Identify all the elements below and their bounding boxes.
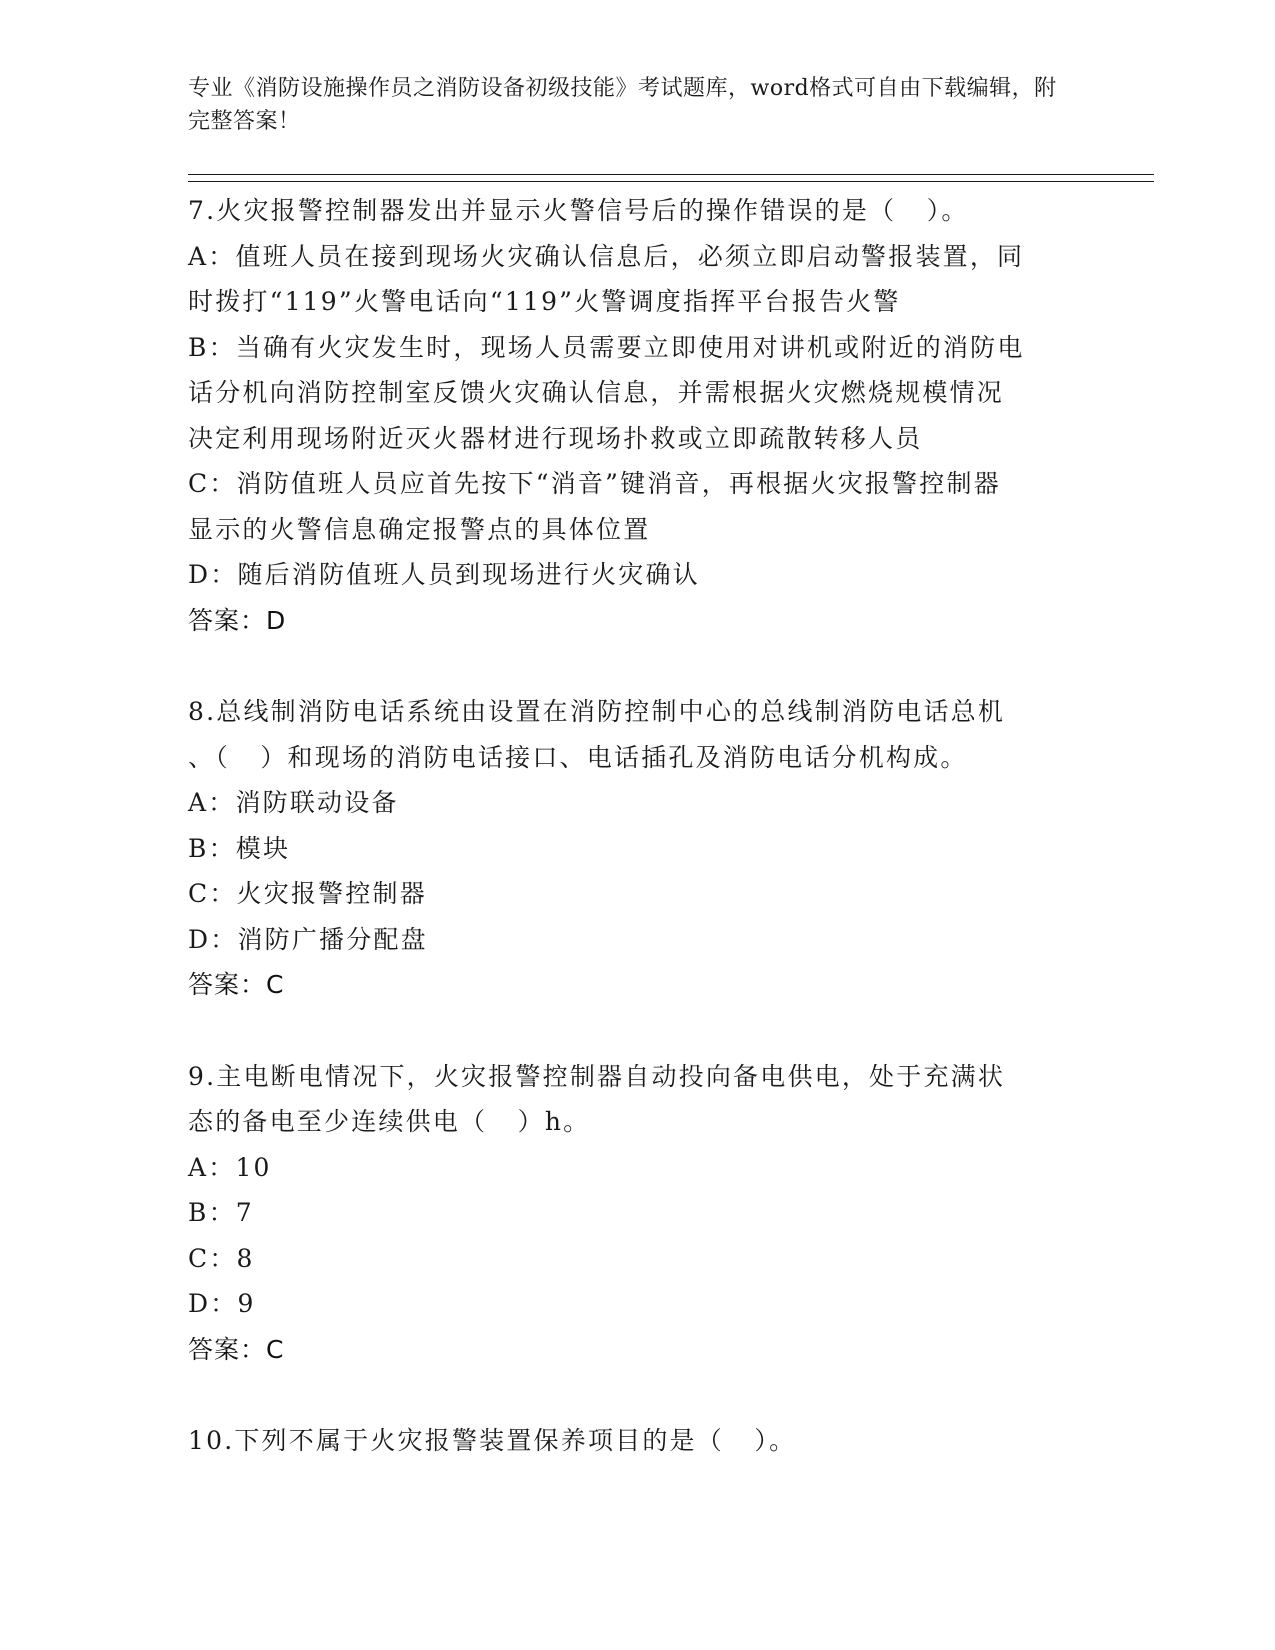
question-8-option-c: C：火灾报警控制器 (188, 879, 427, 908)
document-header: 专业《消防设施操作员之消防设备初级技能》考试题库，word格式可自由下载编辑，附完整答案！ (188, 76, 1057, 134)
question-9-stem-line-2: 态的备电至少连续供电（ ）h。 (188, 1107, 591, 1136)
question-9-stem-line-1: 9.主电断电情况下，火灾报警控制器自动投向备电供电，处于充满状 (188, 1061, 1006, 1091)
question-8-option-d: D：消防广播分配盘 (188, 924, 428, 954)
header-rule-bottom (188, 181, 1154, 182)
question-7-option-c-line-2: 显示的火警信息确定报警点的具体位置 (188, 514, 651, 544)
question-7-stem-line-1: 7.火灾报警控制器发出并显示火警信号后的操作错误的是（ ）。 (188, 196, 969, 225)
question-8-stem-line-2: 、（ ）和现场的消防电话接口、电话插孔及消防电话分机构成。 (188, 742, 968, 772)
question-9-option-a: A：10 (188, 1152, 272, 1182)
question-8-option-a: A：消防联动设备 (188, 788, 399, 817)
question-7 (188, 188, 1088, 643)
question-7-option-b-line-2: 话分机向消防控制室反馈火灾确认信息，并需根据火灾燃烧规模情况 (188, 378, 1005, 407)
question-7-option-a-line-2: 时拨打“119”火警电话向“119”火警调度指挥平台报告火警 (188, 287, 901, 316)
question-9-option-b: B：7 (188, 1198, 254, 1227)
question-10 (188, 1418, 1088, 1464)
question-list (188, 188, 1088, 1510)
question-8-option-b: B：模块 (188, 833, 291, 863)
question-10-stem-line-1: 10.下列不属于火灾报警装置保养项目的是（ ）。 (188, 1426, 797, 1455)
question-7-option-b-line-1: B：当确有火灾发生时，现场人员需要立即使用对讲机或附近的消防电 (188, 332, 1025, 362)
question-9 (188, 1054, 1088, 1373)
question-7-option-a-line-1: A：值班人员在接到现场火灾确认信息后，必须立即启动警报装置，同 (188, 241, 1025, 271)
question-8 (188, 689, 1088, 1008)
header-rule-top (188, 174, 1154, 175)
question-9-option-c: C：8 (188, 1243, 255, 1273)
question-9-option-d: D：9 (188, 1289, 256, 1318)
question-9-answer: 答案：C (188, 1334, 285, 1364)
question-7-option-d: D：随后消防值班人员到现场进行火灾确认 (188, 560, 700, 589)
question-8-stem-line-1: 8.总线制消防电话系统由设置在消防控制中心的总线制消防电话总机 (188, 697, 1006, 726)
question-7-option-c-line-1: C：消防值班人员应首先按下“消音”键消音，再根据火灾报警控制器 (188, 469, 1001, 498)
question-7-option-b-line-3: 决定利用现场附近灭火器材进行现场扑救或立即疏散转移人员 (188, 423, 923, 453)
question-8-answer: 答案：C (188, 970, 285, 999)
question-7-answer: 答案：D (188, 605, 287, 635)
